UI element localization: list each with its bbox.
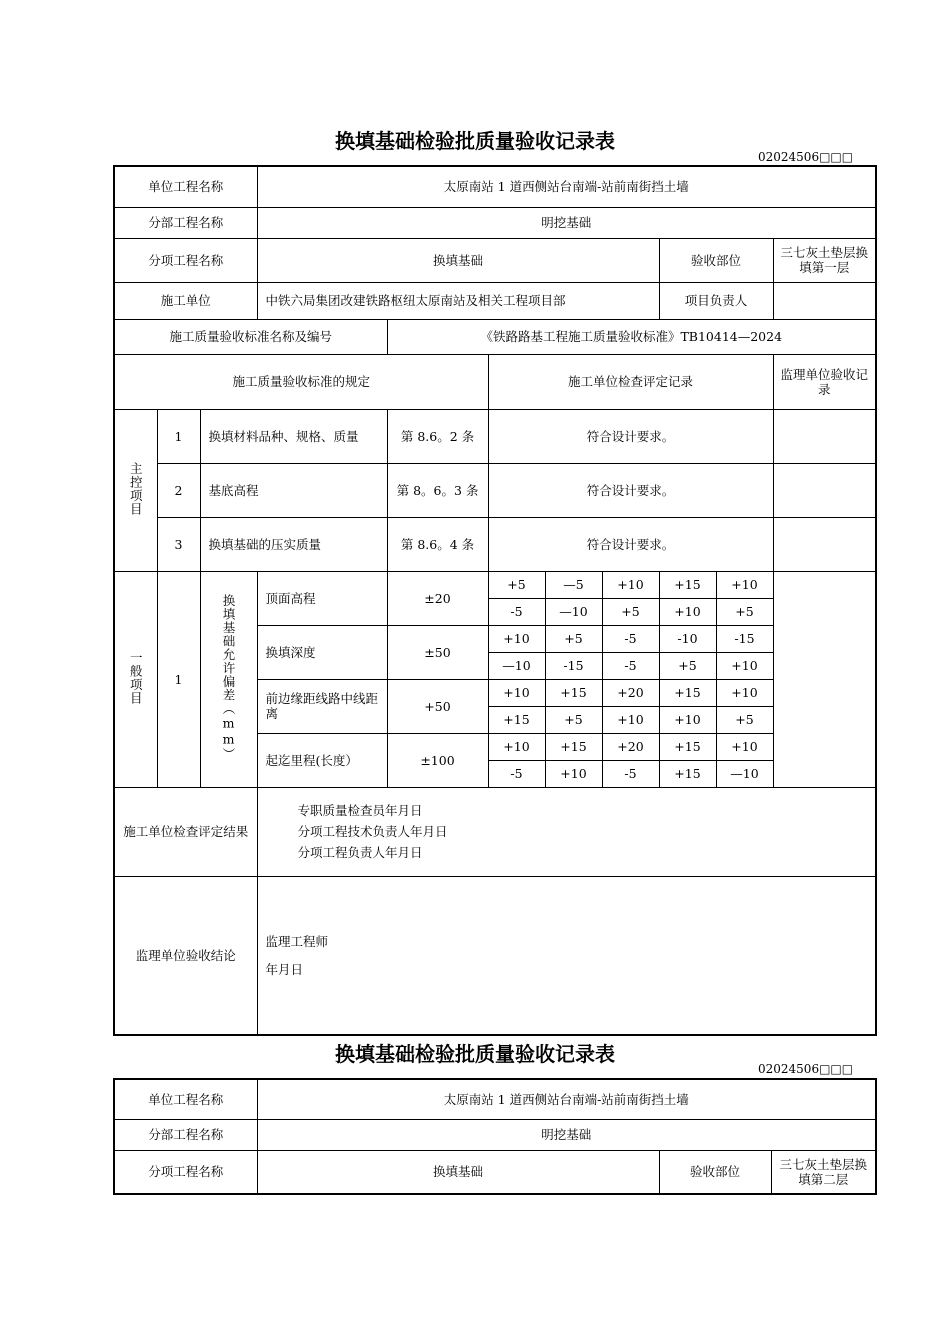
measure-cell: +15 [545,733,602,760]
measure-cell: -5 [488,760,545,787]
contractor-result-block [257,787,876,876]
quality-inspector-sign: 专职质量检查员年月日 [297,803,423,818]
form2-table [113,1078,877,1195]
standard-value: 《铁路路基工程施工质量验收标准》TB10414—2024 [387,319,876,354]
sub-project-label: 分部工程名称 [114,1119,257,1150]
header-contractor-record: 施工单位检查评定记录 [488,354,773,409]
measure-cell: -10 [659,625,716,652]
deviation-tolerance: +50 [387,679,488,733]
header-supervisor-record: 监理单位验收记录 [773,354,876,409]
measure-cell: +5 [659,652,716,679]
unit-project-value: 太原南站 1 道西侧站台南端-站前南街挡土墙 [257,166,876,207]
measure-cell: —10 [545,598,602,625]
deviation-tolerance: ±100 [387,733,488,787]
deviation-name: 顶面高程 [257,571,387,625]
item-project-value: 换填基础 [257,1150,659,1194]
measure-cell: +10 [488,679,545,706]
measure-cell: +15 [659,733,716,760]
measure-cell: +20 [602,733,659,760]
acceptance-part-label: 验收部位 [659,238,773,282]
measure-cell: +10 [488,733,545,760]
acceptance-part-value: 三七灰土垫层换填第二层 [771,1150,876,1194]
main-control-label: 主控项目 [114,409,157,571]
contractor-label: 施工单位 [114,282,257,319]
measure-cell: +10 [716,571,773,598]
item-project-label: 分项工程名称 [114,1150,257,1194]
measure-cell: +15 [545,679,602,706]
item-leader-sign: 分项工程负责人年月日 [297,845,423,860]
project-leader-value [773,282,876,319]
main-item-result: 符合设计要求。 [488,409,773,463]
item-project-value: 换填基础 [257,238,659,282]
header-rules: 施工质量验收标准的规定 [114,354,488,409]
measure-cell: -15 [545,652,602,679]
supervisor-date: 年月日 [265,961,304,977]
general-supervisor [773,571,876,787]
measure-cell: +10 [602,706,659,733]
main-item-supervisor [773,463,876,517]
measure-cell: -5 [602,625,659,652]
contractor-result-label: 施工单位检查评定结果 [114,787,257,876]
main-item-no: 1 [157,409,200,463]
supervisor-conclusion-block [257,876,876,1035]
deviation-tolerance: ±20 [387,571,488,625]
form2-title: 换填基础检验批质量验收记录表 [335,1042,615,1066]
measure-cell: +15 [659,679,716,706]
main-item-result: 符合设计要求。 [488,517,773,571]
measure-cell: -15 [716,625,773,652]
deviation-name: 起迄里程(长度） [257,733,387,787]
general-label: 一般项目 [114,571,157,787]
acceptance-part-label: 验收部位 [659,1150,771,1194]
measure-cell: +10 [488,625,545,652]
deviation-label: 换填基础允许偏差（mm） [200,571,257,787]
main-item-supervisor [773,517,876,571]
measure-cell: +10 [602,571,659,598]
form1-table [113,165,877,1036]
measure-cell: +10 [659,706,716,733]
measure-cell: +15 [488,706,545,733]
measure-cell: +5 [716,706,773,733]
form2-code: 02024506□□□ [758,1062,854,1076]
deviation-tolerance: ±50 [387,625,488,679]
main-item-clause: 第 8。6。3 条 [387,463,488,517]
measure-cell: +15 [659,571,716,598]
sub-project-value: 明挖基础 [257,207,876,238]
measure-cell: —10 [488,652,545,679]
acceptance-part-value: 三七灰土垫层换填第一层 [773,238,876,282]
main-item-supervisor [773,409,876,463]
measure-cell: -5 [602,760,659,787]
standard-label: 施工质量验收标准名称及编号 [114,319,387,354]
measure-cell: —10 [716,760,773,787]
main-item-no: 3 [157,517,200,571]
measure-cell: +5 [488,571,545,598]
contractor-value: 中铁六局集团改建铁路枢纽太原南站及相关工程项目部 [257,282,659,319]
unit-project-label: 单位工程名称 [114,166,257,207]
measure-cell: +5 [602,598,659,625]
general-no: 1 [157,571,200,787]
deviation-name: 换填深度 [257,625,387,679]
measure-cell: +10 [716,733,773,760]
item-project-label: 分项工程名称 [114,238,257,282]
measure-cell: +10 [716,679,773,706]
main-item-no: 2 [157,463,200,517]
main-item-result: 符合设计要求。 [488,463,773,517]
main-item-name: 换填材料品种、规格、质量 [200,409,387,463]
measure-cell: +10 [545,760,602,787]
sub-project-value: 明挖基础 [257,1119,876,1150]
measure-cell: +10 [716,652,773,679]
main-item-clause: 第 8.6。2 条 [387,409,488,463]
measure-cell: +20 [602,679,659,706]
unit-project-label: 单位工程名称 [114,1079,257,1119]
project-leader-label: 项目负责人 [659,282,773,319]
supervisor-engineer-sign: 监理工程师 [265,933,329,949]
main-item-name: 换填基础的压实质量 [200,517,387,571]
supervisor-conclusion-label: 监理单位验收结论 [114,876,257,1035]
measure-cell: +5 [716,598,773,625]
tech-leader-sign: 分项工程技术负责人年月日 [297,824,448,839]
unit-project-value: 太原南站 1 道西侧站台南端-站前南街挡土墙 [257,1079,876,1119]
main-item-name: 基底高程 [200,463,387,517]
measure-cell: +10 [659,598,716,625]
measure-cell: —5 [545,571,602,598]
measure-cell: -5 [488,598,545,625]
measure-cell: +15 [659,760,716,787]
measure-cell: -5 [602,652,659,679]
main-item-clause: 第 8.6。4 条 [387,517,488,571]
form1-code: 02024506□□□ [758,150,854,164]
form1-title: 换填基础检验批质量验收记录表 [335,129,615,153]
deviation-name: 前边缘距线路中线距离 [257,679,387,733]
measure-cell: +5 [545,706,602,733]
measure-cell: +5 [545,625,602,652]
sub-project-label: 分部工程名称 [114,207,257,238]
